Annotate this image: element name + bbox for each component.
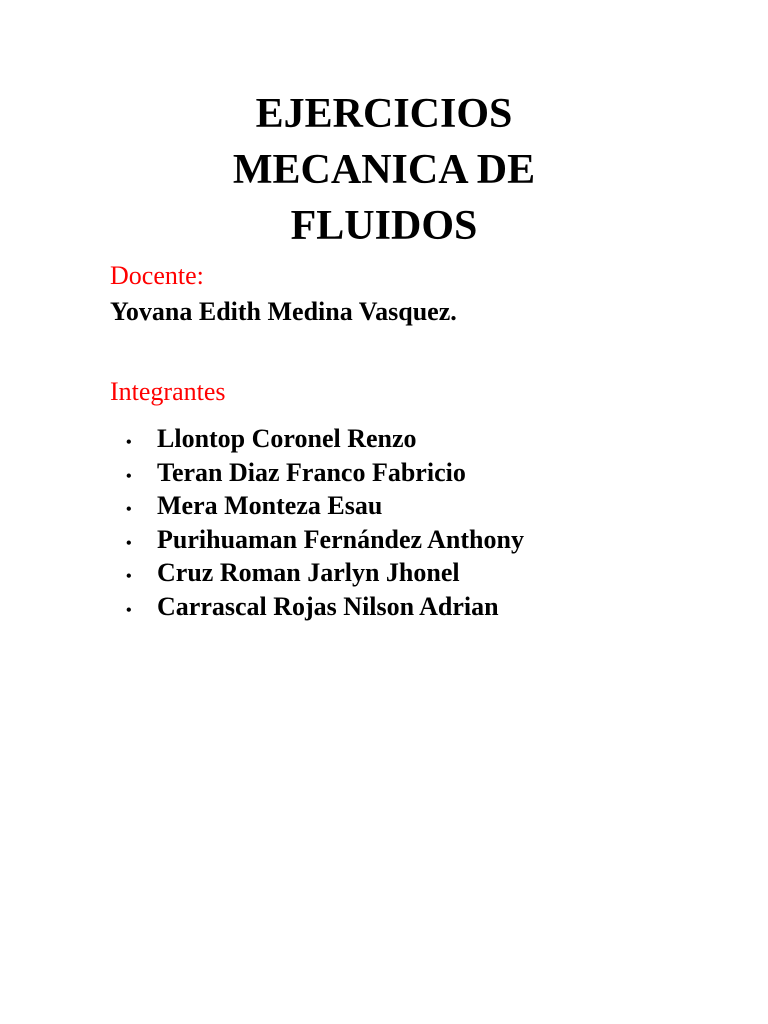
integrantes-label: Integrantes [110, 377, 226, 406]
bullet-icon: • [126, 434, 132, 451]
list-item [126, 523, 524, 557]
member-name: Mera Monteza Esau [157, 491, 383, 520]
bullet-icon: • [126, 534, 132, 552]
member-name: Carrascal Rojas Nilson Adrian [157, 591, 499, 621]
docente-name: Yovana Edith Medina Vasquez. [110, 297, 457, 326]
member-name: Cruz Roman Jarlyn Jhonel [157, 558, 460, 587]
title-line-3: FLUIDOS [290, 203, 478, 249]
list-item [126, 590, 524, 624]
bullet-icon: • [126, 568, 132, 585]
docente-label: Docente: [110, 261, 204, 290]
document-title [0, 86, 768, 254]
title-line-2: MECANICA DE [232, 147, 536, 193]
bullet-icon: • [126, 467, 132, 485]
member-name: Llontop Coronel Renzo [157, 424, 417, 453]
members-list [126, 422, 524, 623]
bullet-icon: • [126, 601, 132, 619]
title-line-1: EJERCICIOS [255, 91, 513, 137]
list-item [126, 489, 524, 523]
member-name: Purihuaman Fernández Anthony [157, 524, 524, 554]
list-item [126, 422, 524, 456]
list-item [126, 556, 524, 590]
list-item [126, 456, 524, 490]
bullet-icon: • [126, 501, 132, 518]
member-name: Teran Diaz Franco Fabricio [157, 457, 466, 487]
